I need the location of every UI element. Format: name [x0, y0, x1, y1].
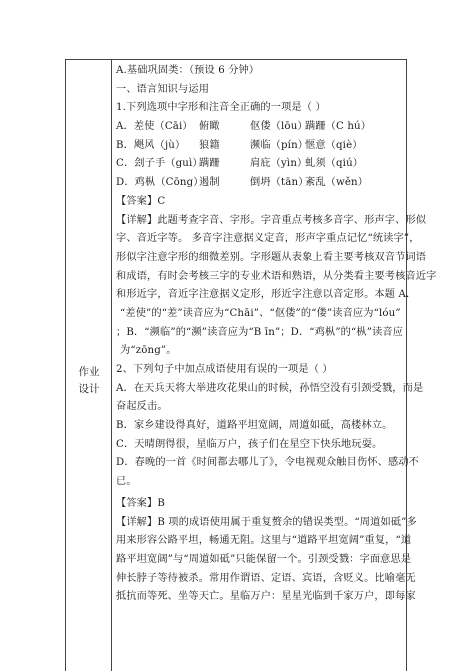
label-line-1: 作业	[78, 366, 100, 378]
option-cell: 俯瞰	[199, 121, 220, 133]
option-cell: C．刽子手（guì）	[116, 158, 203, 170]
explanation-2-line: 路平坦宽阔”与“周道如砥”只能保留一个。引颈受戮：字面意思是	[116, 553, 412, 565]
label-line-2: 设计	[78, 383, 100, 395]
question-2-option-d-cont: 已。	[116, 476, 137, 488]
option-cell: A．差使（Cāi）	[116, 121, 193, 133]
explanation-1-line: 和形近字，音近字注意据义定形，形近字注意以音定形。本题 A．	[116, 289, 417, 301]
option-cell: 伛偻（lōu）	[250, 121, 308, 133]
question-2-option-a-cont: 奋起反击。	[116, 401, 168, 413]
option-cell: B．飓风（jù）	[116, 139, 186, 151]
option-row-a	[116, 118, 401, 137]
explanation-2-line: 用来形容公路平坦，畅通无阻。这里与“道路平坦宽阔”重复，“道	[116, 535, 412, 547]
option-cell: 紊乱（wěn）	[305, 177, 369, 189]
question-2-option-c: C．天晴朗得很，星临万户，孩子们在星空下快乐地玩耍。	[116, 438, 383, 450]
explanation-1-line: 为“zōng”。	[120, 345, 177, 357]
option-cell: 虬须（qiú）	[305, 158, 364, 170]
explanation-1-line: 【详解】此题考查字音、字形。字音重点考核多音字、形声字、形似	[116, 214, 427, 226]
homework-table	[65, 59, 437, 671]
question-2-option-b: B．家乡建设得真好，道路平坦宽阔，周道如砥，高楼林立。	[116, 420, 393, 432]
section-heading: A.基础巩固类：（预设 6 分钟）	[116, 65, 260, 76]
explanation-2-line: 抵抗而等死、坐等天亡。星临万户：星星光临到千家万户，即每家	[116, 591, 416, 603]
option-cell: 倒坍（tān）	[250, 177, 309, 189]
explanation-1-line: 和成语，有时会考核三字的专业术语和熟语，从分类看主要考核音近字	[116, 270, 437, 282]
option-cell: 蹒跚（C hú）	[305, 121, 372, 133]
option-cell: 遏制	[199, 177, 220, 189]
answer-1: 【答案】C	[116, 195, 166, 207]
question-2-option-d: D．春晚的一首《时间都去哪儿了》，令电视观众触目伤怀、感动不	[116, 457, 420, 469]
option-row-d	[116, 174, 401, 193]
option-row-b	[116, 137, 401, 156]
subsection-heading: 一、语言知识与运用	[116, 83, 210, 95]
explanation-1-line: ；B．“濒临”的“濒”读音应为“B īn”；D．“鸡枞”的“枞”读音应	[116, 326, 404, 338]
explanation-1-line: 字、音近字等。 多音字注意据义定音，形声字重点记忆“统读字”，	[116, 233, 420, 245]
option-cell: 濒临（pín）	[250, 139, 309, 151]
explanation-2-line: 【详解】B 项的成语使用属于重复赘余的错误类型。“周道如砥”多	[116, 516, 417, 528]
option-cell: D．鸡枞（Cōng）	[116, 177, 204, 189]
explanation-1-line: “差使”的“差”读音应为“Chāi”、“伛偻”的“偻”读音应为“lóu”	[120, 307, 401, 319]
option-row-c	[116, 155, 401, 174]
question-2: 2、下列句子中加点成语使用有误的一项是（ ）	[116, 364, 333, 375]
option-cell: 狼籍	[199, 139, 220, 151]
option-cell: 肩庇（yìn）	[250, 158, 308, 170]
content-cell	[116, 62, 437, 607]
option-cell: 蹒跚	[199, 158, 220, 170]
option-cell: 惬意（qiè）	[305, 139, 363, 151]
homework-design-label	[71, 364, 107, 398]
question-2-option-a: A．在天兵天将大举进攻花果山的时候，孙悟空没有引颈受戮，而是	[116, 382, 424, 394]
answer-2: 【答案】B	[116, 497, 165, 509]
label-column	[66, 60, 112, 671]
question-1: 1.下列选项中字形和注音全正确的一项是（ ）	[116, 102, 326, 114]
explanation-1-line: 形似字注意字形的细微差别。字形题从表象上看主要考核双音节词语	[116, 251, 427, 263]
explanation-2-line: 伸长脖子等待被杀。常用作谓语、定语、宾语，含贬义。比喻毫无	[116, 572, 416, 584]
